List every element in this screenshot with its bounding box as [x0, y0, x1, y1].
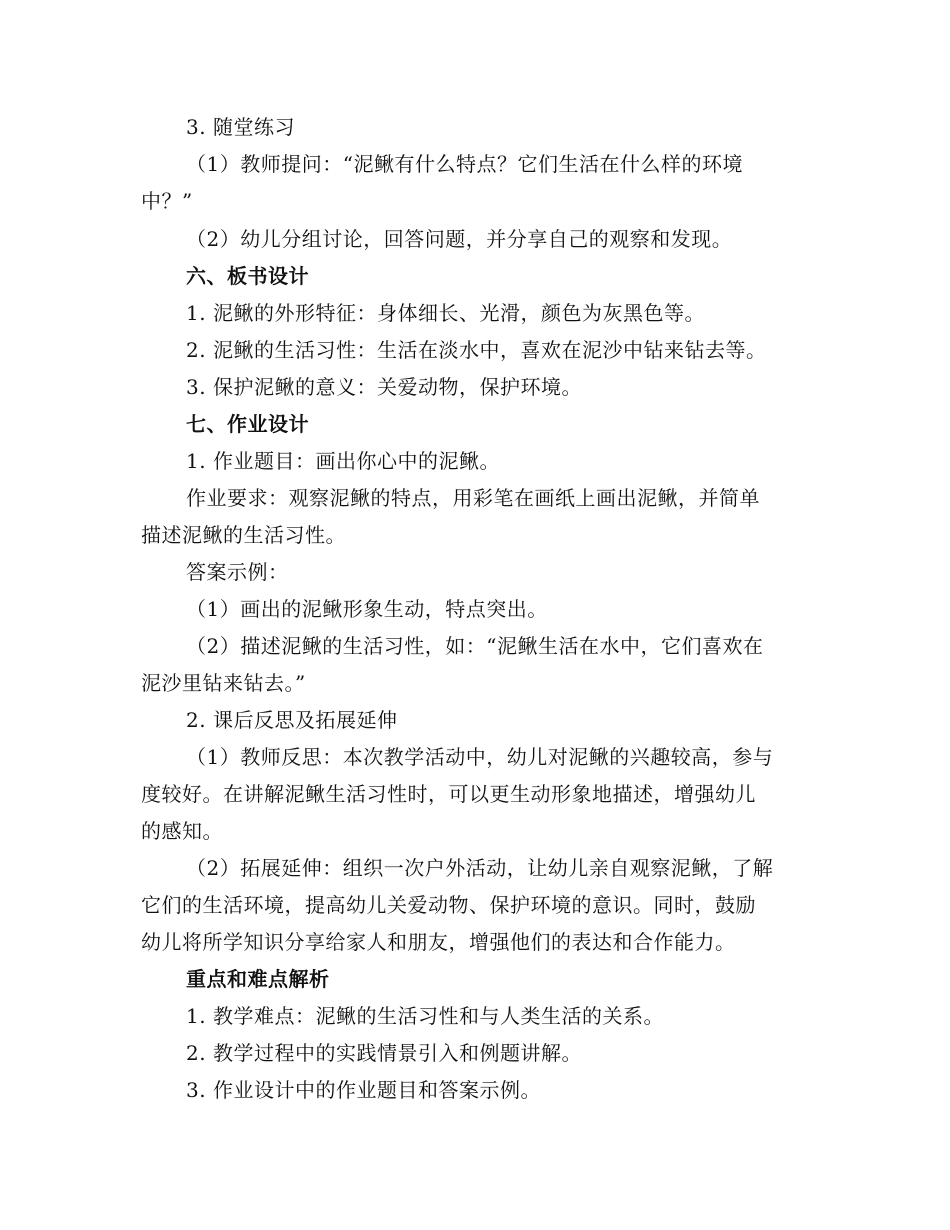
section-heading: 重点和难点解析: [186, 967, 330, 991]
text-line: 2. 泥鳅的生活习性：生活在淡水中，喜欢在泥沙中钻来钻去等。: [186, 338, 767, 362]
text-line: （2）拓展延伸：组织一次户外活动，让幼儿亲自观察泥鳅，了解: [186, 856, 774, 880]
text-line: 它们的生活环境，提高幼儿关爱动物、保护环境的意识。同时，鼓励: [141, 893, 756, 917]
text-line: （2）描述泥鳅的生活习性，如：“泥鳅生活在水中，它们喜欢在: [186, 634, 764, 658]
text-line: 幼儿将所学知识分享给家人和朋友，增强他们的表达和合作能力。: [141, 930, 736, 954]
text-line: （1）画出的泥鳅形象生动，特点突出。: [186, 597, 548, 621]
text-line: （1）教师反思：本次教学活动中，幼儿对泥鳅的兴趣较高，参与: [186, 745, 774, 769]
text-line: 2. 课后反思及拓展延伸: [186, 708, 398, 732]
text-line: 描述泥鳅的生活习性。: [141, 523, 346, 547]
text-line: 1. 泥鳅的外形特征：身体细长、光滑，颜色为灰黑色等。: [186, 301, 705, 325]
section-heading: 七、作业设计: [186, 412, 309, 436]
section-heading: 六、板书设计: [186, 264, 309, 288]
text-line: 2. 教学过程中的实践情景引入和例题讲解。: [186, 1041, 582, 1065]
text-line: 答案示例：: [186, 560, 289, 584]
text-line: 的感知。: [141, 819, 223, 843]
text-line: 3. 随堂练习: [186, 115, 295, 139]
text-line: 1. 教学难点：泥鳅的生活习性和与人类生活的关系。: [186, 1004, 664, 1028]
text-line: 3. 作业设计中的作业题目和答案示例。: [186, 1078, 541, 1102]
text-line: 3. 保护泥鳅的意义：关爱动物，保护环境。: [186, 375, 582, 399]
text-line: 度较好。在讲解泥鳅生活习性时，可以更生动形象地描述，增强幼儿: [141, 782, 756, 806]
text-line: （1）教师提问：“泥鳅有什么特点？它们生活在什么样的环境: [186, 152, 743, 176]
text-line: 作业要求：观察泥鳅的特点，用彩笔在画纸上画出泥鳅，并简单: [186, 486, 760, 510]
text-line: 1. 作业题目：画出你心中的泥鳅。: [186, 449, 500, 473]
text-line: （2）幼儿分组讨论，回答问题，并分享自己的观察和发现。: [186, 227, 733, 251]
text-line: 泥沙里钻来钻去。”: [141, 671, 306, 695]
text-line: 中？”: [141, 189, 193, 213]
